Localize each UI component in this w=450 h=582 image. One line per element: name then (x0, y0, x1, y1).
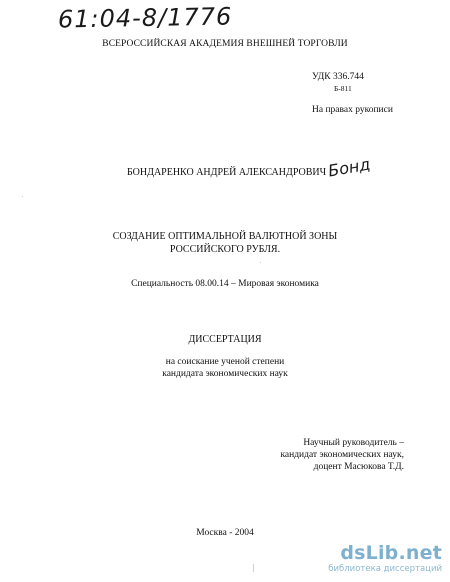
supervisor-line2: кандидат экономических наук, (280, 450, 404, 460)
specialty: Специальность 08.00.14 – Мировая экономика (131, 279, 319, 289)
supervisor-line3: доцент Масюкова Т.Д. (313, 462, 404, 472)
dissertation-heading: ДИССЕРТАЦИЯ (188, 334, 262, 345)
scan-speck (253, 564, 254, 572)
dissertation-title-line1: СОЗДАНИЕ ОПТИМАЛЬНОЙ ВАЛЮТНОЙ ЗОНЫ (112, 231, 338, 242)
dslib-watermark[interactable] (324, 542, 442, 576)
degree-purpose-line1: на соискание ученой степени (165, 357, 285, 367)
city-year: Москва - 2004 (196, 528, 254, 538)
author-name: БОНДАРЕНКО АНДРЕЙ АЛЕКСАНДРОВИЧ (127, 167, 327, 178)
institution-name: ВСЕРОССИЙСКАЯ АКАДЕМИЯ ВНЕШНЕЙ ТОРГОВЛИ (102, 39, 348, 49)
library-code: Б-811 (334, 84, 352, 93)
supervisor-line1: Научный руководитель – (303, 438, 404, 448)
dslib-subtitle: библиотека диссертаций (328, 564, 442, 574)
degree-purpose-line2: кандидата экономических наук (162, 369, 288, 379)
scan-speck (22, 196, 23, 197)
scan-speck (260, 262, 261, 263)
archive-number-handwritten: 61:04-8/1776 (57, 2, 233, 34)
udk-code: УДК 336.744 (312, 72, 364, 82)
signature-handwritten: Бонд (326, 154, 372, 181)
dslib-logo: dsLib.net (340, 542, 442, 564)
rights-notice: На правах рукописи (312, 105, 393, 115)
dissertation-title-line2: РОССИЙСКОГО РУБЛЯ. (169, 244, 281, 255)
